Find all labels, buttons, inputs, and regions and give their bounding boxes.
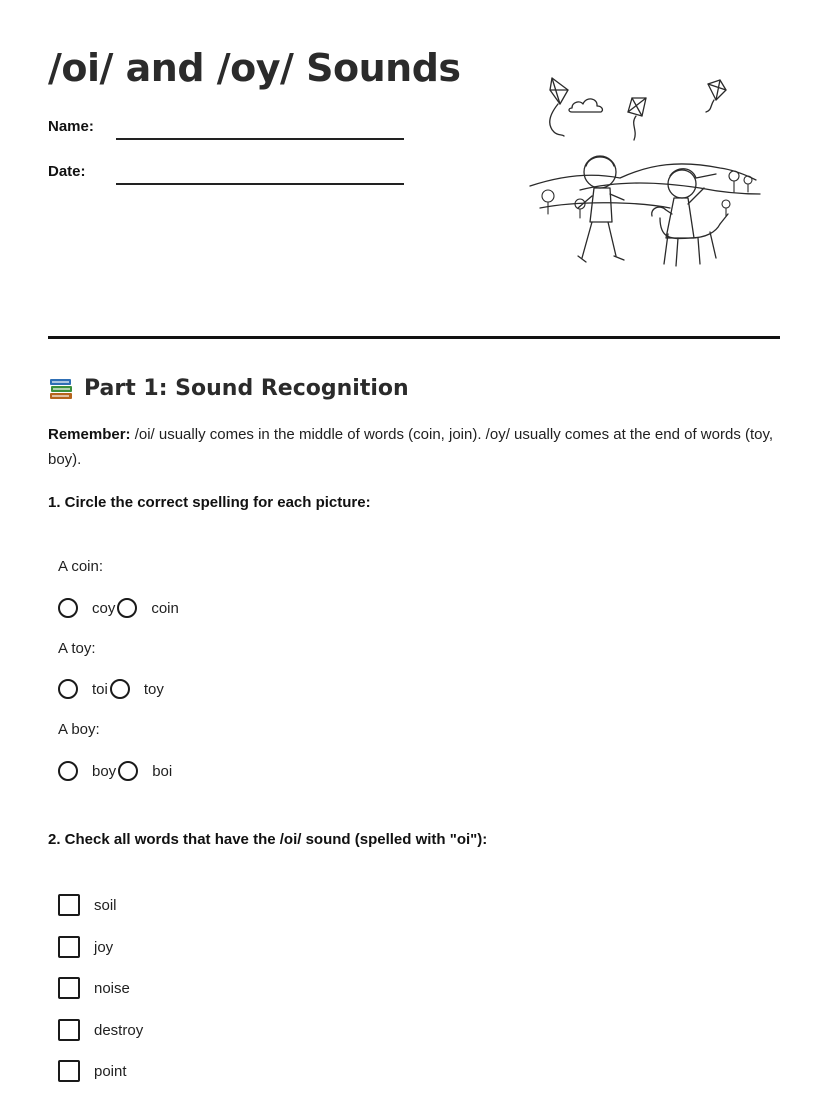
remember-label: Remember: (48, 426, 131, 443)
cloud-icon (569, 99, 602, 112)
options-toy (58, 677, 164, 701)
name-field[interactable] (48, 118, 408, 142)
option-toy: toy (143, 680, 164, 698)
dog-figure (652, 207, 728, 266)
checkbox-joy[interactable] (58, 936, 80, 958)
check-item-joy (58, 935, 113, 959)
radio-coy[interactable] (58, 598, 78, 618)
checkbox-soil[interactable] (58, 894, 80, 916)
check-item-soil (58, 893, 117, 917)
radio-boi[interactable] (118, 761, 138, 781)
kids-flying-kites-illustration (520, 68, 766, 280)
boy-figure (578, 156, 624, 262)
remember-note (48, 422, 780, 472)
question-2-prompt: 2. Check all words that have the /oi/ sound (spelled with "oi"): (48, 831, 488, 848)
remember-text: /oi/ usually comes in the middle of words (coin, join). /oy/ usually comes at the end of words (toy, boy). (48, 426, 774, 468)
check-item-noise (58, 976, 130, 1000)
radio-coin[interactable] (117, 598, 137, 618)
option-boy: boy (92, 762, 117, 780)
name-label: Name: (48, 118, 94, 135)
books-icon (48, 374, 74, 402)
kite-icon (550, 78, 568, 136)
word-destroy: destroy (94, 1021, 144, 1039)
name-line[interactable] (116, 138, 404, 140)
check-item-point (58, 1059, 127, 1083)
checkbox-noise[interactable] (58, 977, 80, 999)
checkbox-point[interactable] (58, 1060, 80, 1082)
option-toi: toi (92, 680, 108, 698)
option-boi: boi (152, 762, 173, 780)
kite-icon (628, 98, 646, 140)
radio-boy[interactable] (58, 761, 78, 781)
word-joy: joy (94, 938, 114, 956)
option-coy: coy (92, 599, 116, 617)
item-label-toy: A toy: (58, 640, 96, 657)
item-label-boy: A boy: (58, 721, 100, 738)
options-boy (58, 759, 172, 783)
options-coin (58, 596, 179, 620)
check-item-destroy (58, 1018, 143, 1042)
kite-icon (706, 80, 726, 112)
date-label: Date: (48, 163, 86, 180)
date-field[interactable] (48, 163, 408, 187)
word-point: point (94, 1062, 127, 1080)
question-1-prompt: 1. Circle the correct spelling for each picture: (48, 494, 371, 511)
checkbox-destroy[interactable] (58, 1019, 80, 1041)
item-label-coin: A coin: (58, 558, 104, 575)
radio-toy[interactable] (110, 679, 130, 699)
radio-toi[interactable] (58, 679, 78, 699)
option-coin: coin (151, 599, 179, 617)
word-noise: noise (94, 979, 130, 997)
section-title-text: Part 1: Sound Recognition (84, 375, 409, 401)
section-divider (48, 336, 780, 339)
section-title (48, 374, 409, 402)
word-soil: soil (94, 896, 117, 914)
date-line[interactable] (116, 183, 404, 185)
page-title: /oi/ and /oy/ Sounds (48, 46, 461, 90)
girl-figure (666, 169, 716, 238)
